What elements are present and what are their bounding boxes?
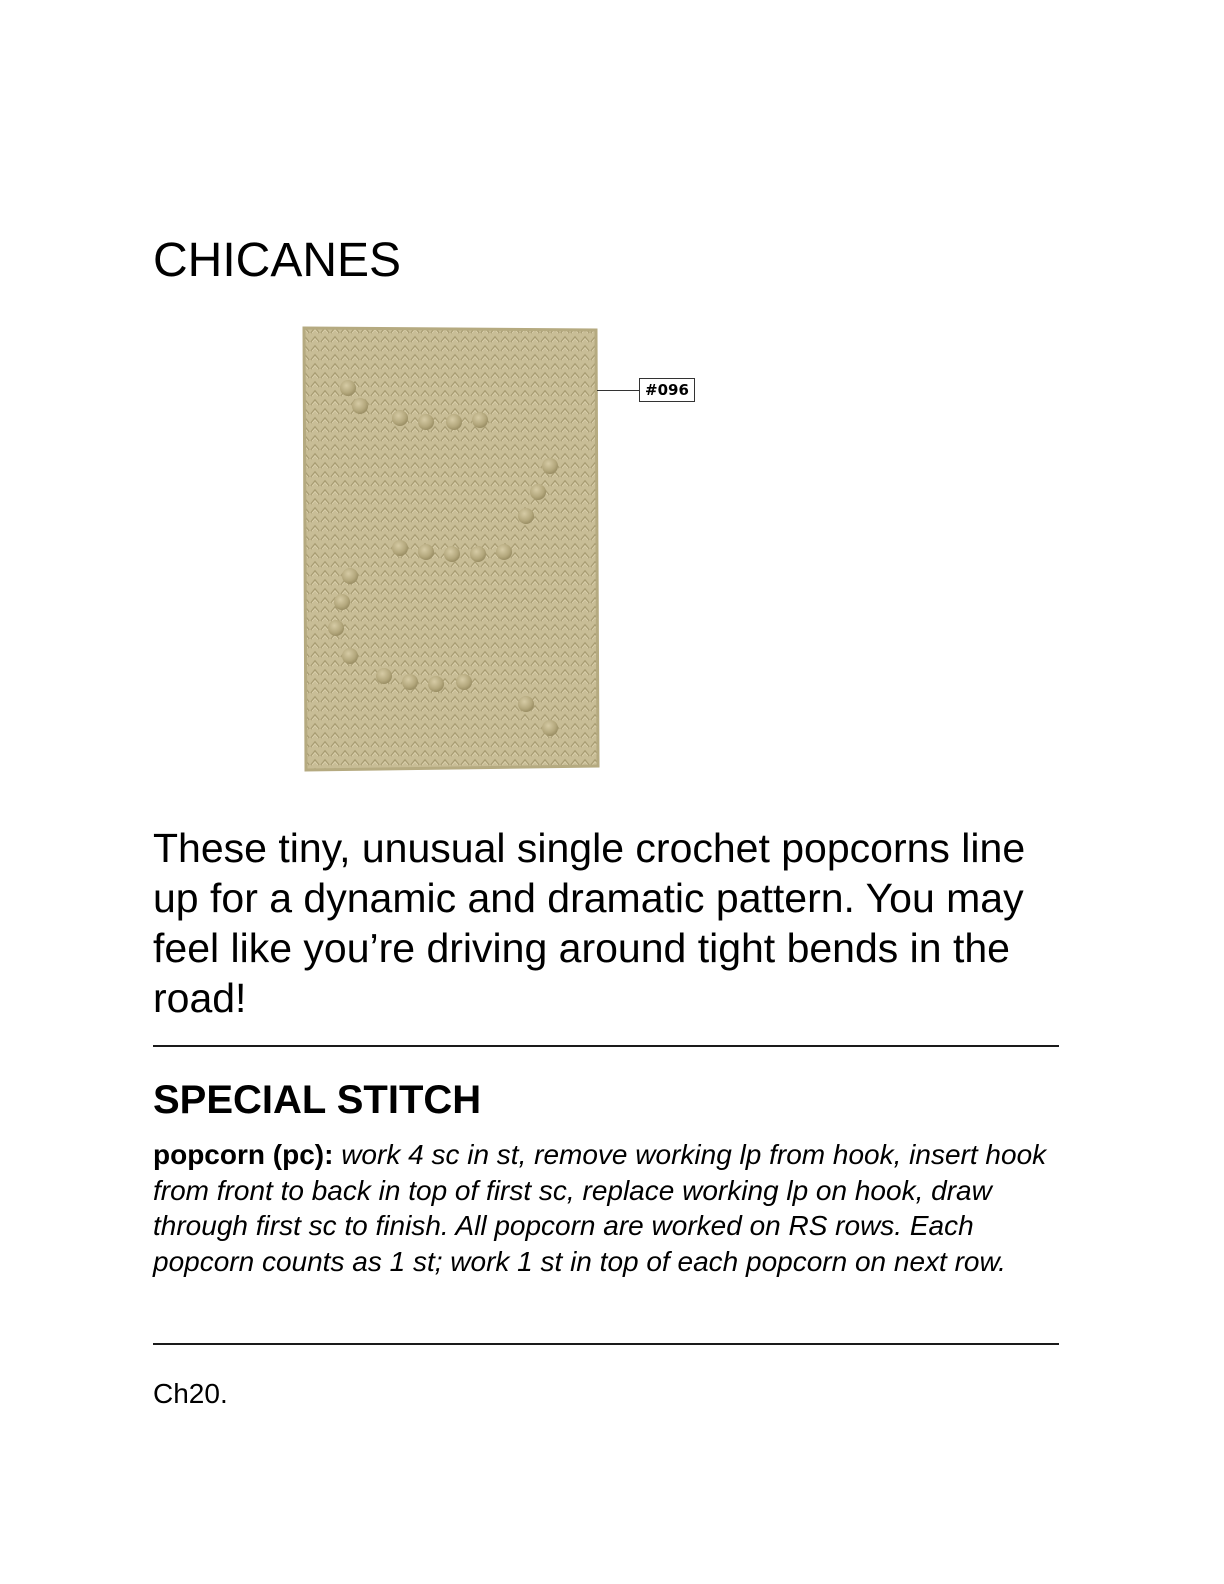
- stitch-term: popcorn (pc):: [153, 1139, 334, 1170]
- swatch-id-label: #096: [639, 378, 695, 402]
- swatch-photo: [300, 326, 600, 772]
- crochet-swatch-image: [300, 326, 600, 772]
- instruction-line: Ch20.: [153, 1378, 228, 1409]
- special-stitch-definition: [153, 1137, 1063, 1279]
- divider: [153, 1045, 1059, 1047]
- swatch-callout-line: [597, 390, 640, 391]
- intro-paragraph: These tiny, unusual single crochet popcorns line up for a dynamic and dramatic pattern. You may feel like you’re driving around tight bends in the road!: [153, 825, 1026, 1021]
- page-title: CHICANES: [153, 234, 402, 287]
- special-stitch-heading: SPECIAL STITCH: [153, 1078, 482, 1122]
- stitch-description: work 4 sc in st, remove working lp from hook, insert hook from front to back in top of first sc, replace working lp on hook, draw through first sc to finish. All popcorn are worked on RS rows. Each popcorn counts as 1 st; work 1 st in top of each popcorn on next row.: [153, 1139, 1047, 1277]
- divider: [153, 1343, 1059, 1345]
